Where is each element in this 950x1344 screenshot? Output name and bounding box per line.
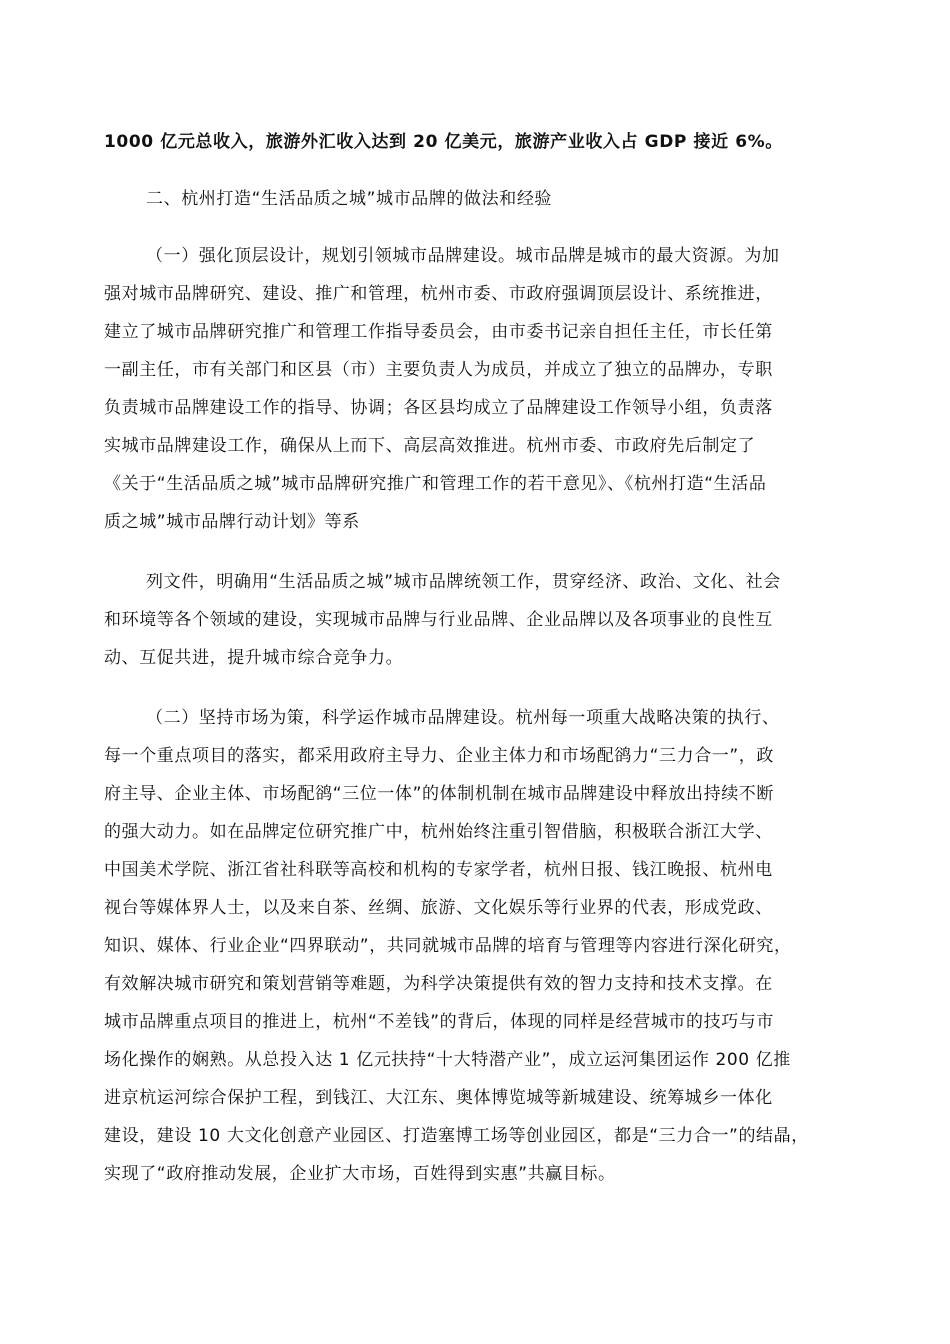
text-line: 城市品牌重点项目的推进上，杭州“不差钱”的背后，体现的同样是经营城市的技巧与市 bbox=[104, 1012, 775, 1032]
text-line: 动、互促共进，提升城市综合竞争力。 bbox=[104, 648, 404, 668]
text-line: 有效解决城市研究和策划营销等难题，为科学决策提供有效的智力支持和技术支撑。在 bbox=[104, 974, 773, 994]
text-line: 一副主任，市有关部门和区县（市）主要负责人为成员，并成立了独立的品牌办，专职 bbox=[104, 360, 773, 380]
text-line: 的强大动力。如在品牌定位研究推广中，杭州始终注重引智借脑，积极联合浙江大学、 bbox=[104, 822, 773, 842]
text-line: 实城市品牌建设工作，确保从上而下、高层高效推进。杭州市委、市政府先后制定了 bbox=[104, 436, 756, 456]
text-line: 建立了城市品牌研究推广和管理工作指导委员会，由市委书记亲自担任主任，市长任第 bbox=[104, 322, 773, 342]
text-line: 负责城市品牌建设工作的指导、协调；各区县均成立了品牌建设工作领导小组，负责落 bbox=[104, 398, 773, 418]
text-line: 进京杭运河综合保护工程，到钱江、大江东、奥体博览城等新城建设、统筹城乡一体化 bbox=[104, 1088, 773, 1108]
text-line: 实现了“政府推动发展，企业扩大市场，百姓得到实惠”共赢目标。 bbox=[104, 1164, 616, 1184]
text-line: 1000 亿元总收入，旅游外汇收入达到 20 亿美元，旅游产业收入占 GDP 接近 6%。 bbox=[104, 132, 783, 152]
text-line: 场化操作的娴熟。从总投入达 1 亿元扶持“十大特潜产业”，成立运河集团运作 200 亿推 bbox=[104, 1050, 791, 1070]
text-line: 《关于“生活品质之城”城市品牌研究推广和管理工作的若干意见》、《杭州打造“生活品 bbox=[104, 474, 767, 494]
text-line: 质之城”城市品牌行动计划》等系 bbox=[104, 512, 360, 532]
text-line: 和环境等各个领域的建设，实现城市品牌与行业品牌、企业品牌以及各项事业的良性互 bbox=[104, 610, 773, 630]
text-line: 强对城市品牌研究、建设、推广和管理，杭州市委、市政府强调顶层设计、系统推进， bbox=[104, 284, 773, 304]
text-line: 府主导、企业主体、市场配鹆“三位一体”的体制机制在城市品牌建设中释放出持续不断 bbox=[104, 784, 775, 804]
text-line: 中国美术学院、浙江省社科联等高校和机构的专家学者，杭州日报、钱江晚报、杭州电 bbox=[104, 860, 773, 880]
section-heading: 二、杭州打造“生活品质之城”城市品牌的做法和经验 bbox=[146, 189, 553, 209]
text-line: 知识、媒体、行业企业“四界联动”，共同就城市品牌的培育与管理等内容进行深化研究， bbox=[104, 936, 792, 956]
text-line: 建设，建设 10 大文化创意产业园区、打造塞博工场等创业园区，都是“三力合一”的结晶， bbox=[104, 1126, 809, 1146]
text-line: 视台等媒体界人士，以及来自茶、丝绸、旅游、文化娱乐等行业界的代表，形成党政、 bbox=[104, 898, 773, 918]
text-line: 每一个重点项目的落实，都采用政府主导力、企业主体力和市场配鹆力“三力合一”，政 bbox=[104, 746, 775, 766]
text-line: （一）强化顶层设计，规划引领城市品牌建设。城市品牌是城市的最大资源。为加 bbox=[146, 246, 780, 266]
text-line: 列文件，明确用“生活品质之城”城市品牌统领工作，贯穿经济、政治、文化、社会 bbox=[146, 572, 781, 592]
text-line: （二）坚持市场为策，科学运作城市品牌建设。杭州每一项重大战略决策的执行、 bbox=[146, 708, 780, 728]
